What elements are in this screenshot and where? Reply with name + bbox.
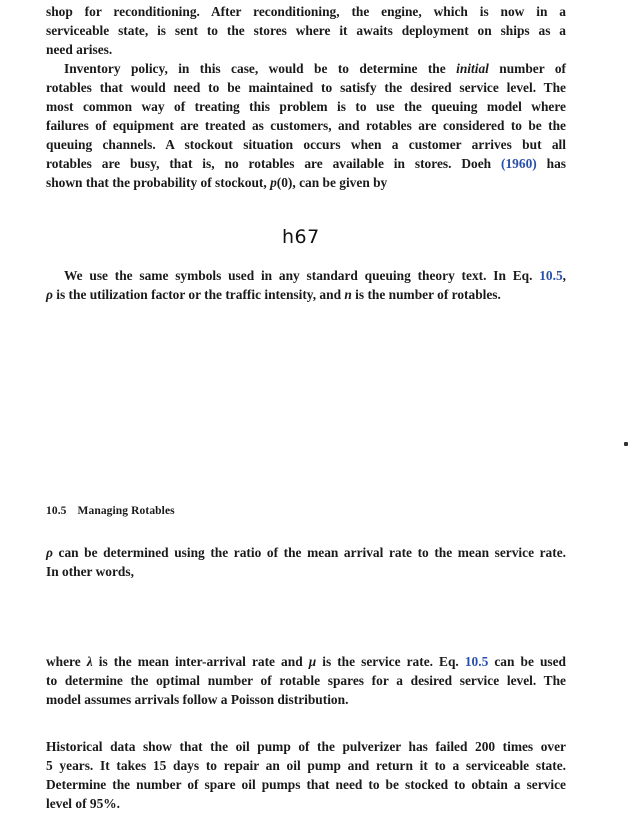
text-line: ρ can be determined using the ratio of the mean arrival rate to the mean service rate. <box>46 545 566 560</box>
scan-artifact <box>624 442 628 446</box>
text-line: level of 95%. <box>46 796 121 811</box>
text-line: model assumes arrivals follow a Poisson distribution. <box>46 692 349 707</box>
text-line: need arises. <box>46 42 113 57</box>
section-number: 10.5 <box>46 505 67 517</box>
text-line: rotables that would need to be maintained to satisfy the desired service level. The <box>46 80 566 95</box>
paragraph-example-problem <box>46 737 566 813</box>
text-line: most common way of treating this problem is to use the queuing model where <box>46 99 566 114</box>
text-line: shown that the probability of stockout, p(0), can be given by <box>46 175 388 190</box>
text-line: serviceable state, is sent to the stores where it awaits deployment on ships as a <box>46 23 566 38</box>
citation-link[interactable]: (1960) <box>501 156 537 171</box>
text-line: Historical data show that the oil pump of the pulverizer has failed 200 times over <box>46 739 566 754</box>
paragraph-rho-definition <box>46 543 566 581</box>
text-line: We use the same symbols used in any standard queuing theory text. In Eq. 10.5, <box>64 268 566 283</box>
text-line: shop for reconditioning. After reconditioning, the engine, which is now in a <box>46 4 566 19</box>
text-line: Inventory policy, in this case, would be to determine the initial number of <box>64 61 566 76</box>
text-line: In other words, <box>46 564 134 579</box>
paragraph-where <box>46 652 566 709</box>
text-line: 5 years. It takes 15 days to repair an oil pump and return it to a serviceable state. <box>46 758 566 773</box>
emphasis-initial: initial <box>456 61 489 76</box>
text-line: where λ is the mean inter-arrival rate and μ is the service rate. Eq. 10.5 can be used <box>46 654 566 669</box>
equation-reference-link[interactable]: 10.5 <box>539 268 563 283</box>
handwritten-annotation: h67 <box>282 226 320 248</box>
text-line: to determine the optimal number of rotable spares for a desired service level. The <box>46 673 566 688</box>
paragraph-intro-continued <box>46 2 566 59</box>
section-heading <box>46 505 175 517</box>
math-variable: p <box>270 175 277 190</box>
paragraph-inventory-policy <box>46 59 566 192</box>
equation-reference-link[interactable]: 10.5 <box>464 654 489 669</box>
text-line: failures of equipment are treated as customers, and rotables are considered to be the <box>46 118 566 133</box>
section-title: Managing Rotables <box>77 505 175 517</box>
text-line: queuing channels. A stockout situation occurs when a customer arrives but all <box>46 137 566 152</box>
paragraph-symbols <box>46 266 566 304</box>
text-line: rotables are busy, that is, no rotables are available in stores. Doeh (1960) has <box>46 156 566 171</box>
text-line: ρ is the utilization factor or the traffic intensity, and n is the number of rotables. <box>46 287 501 302</box>
text-line: Determine the number of spare oil pumps that need to be stocked to obtain a service <box>46 777 566 792</box>
